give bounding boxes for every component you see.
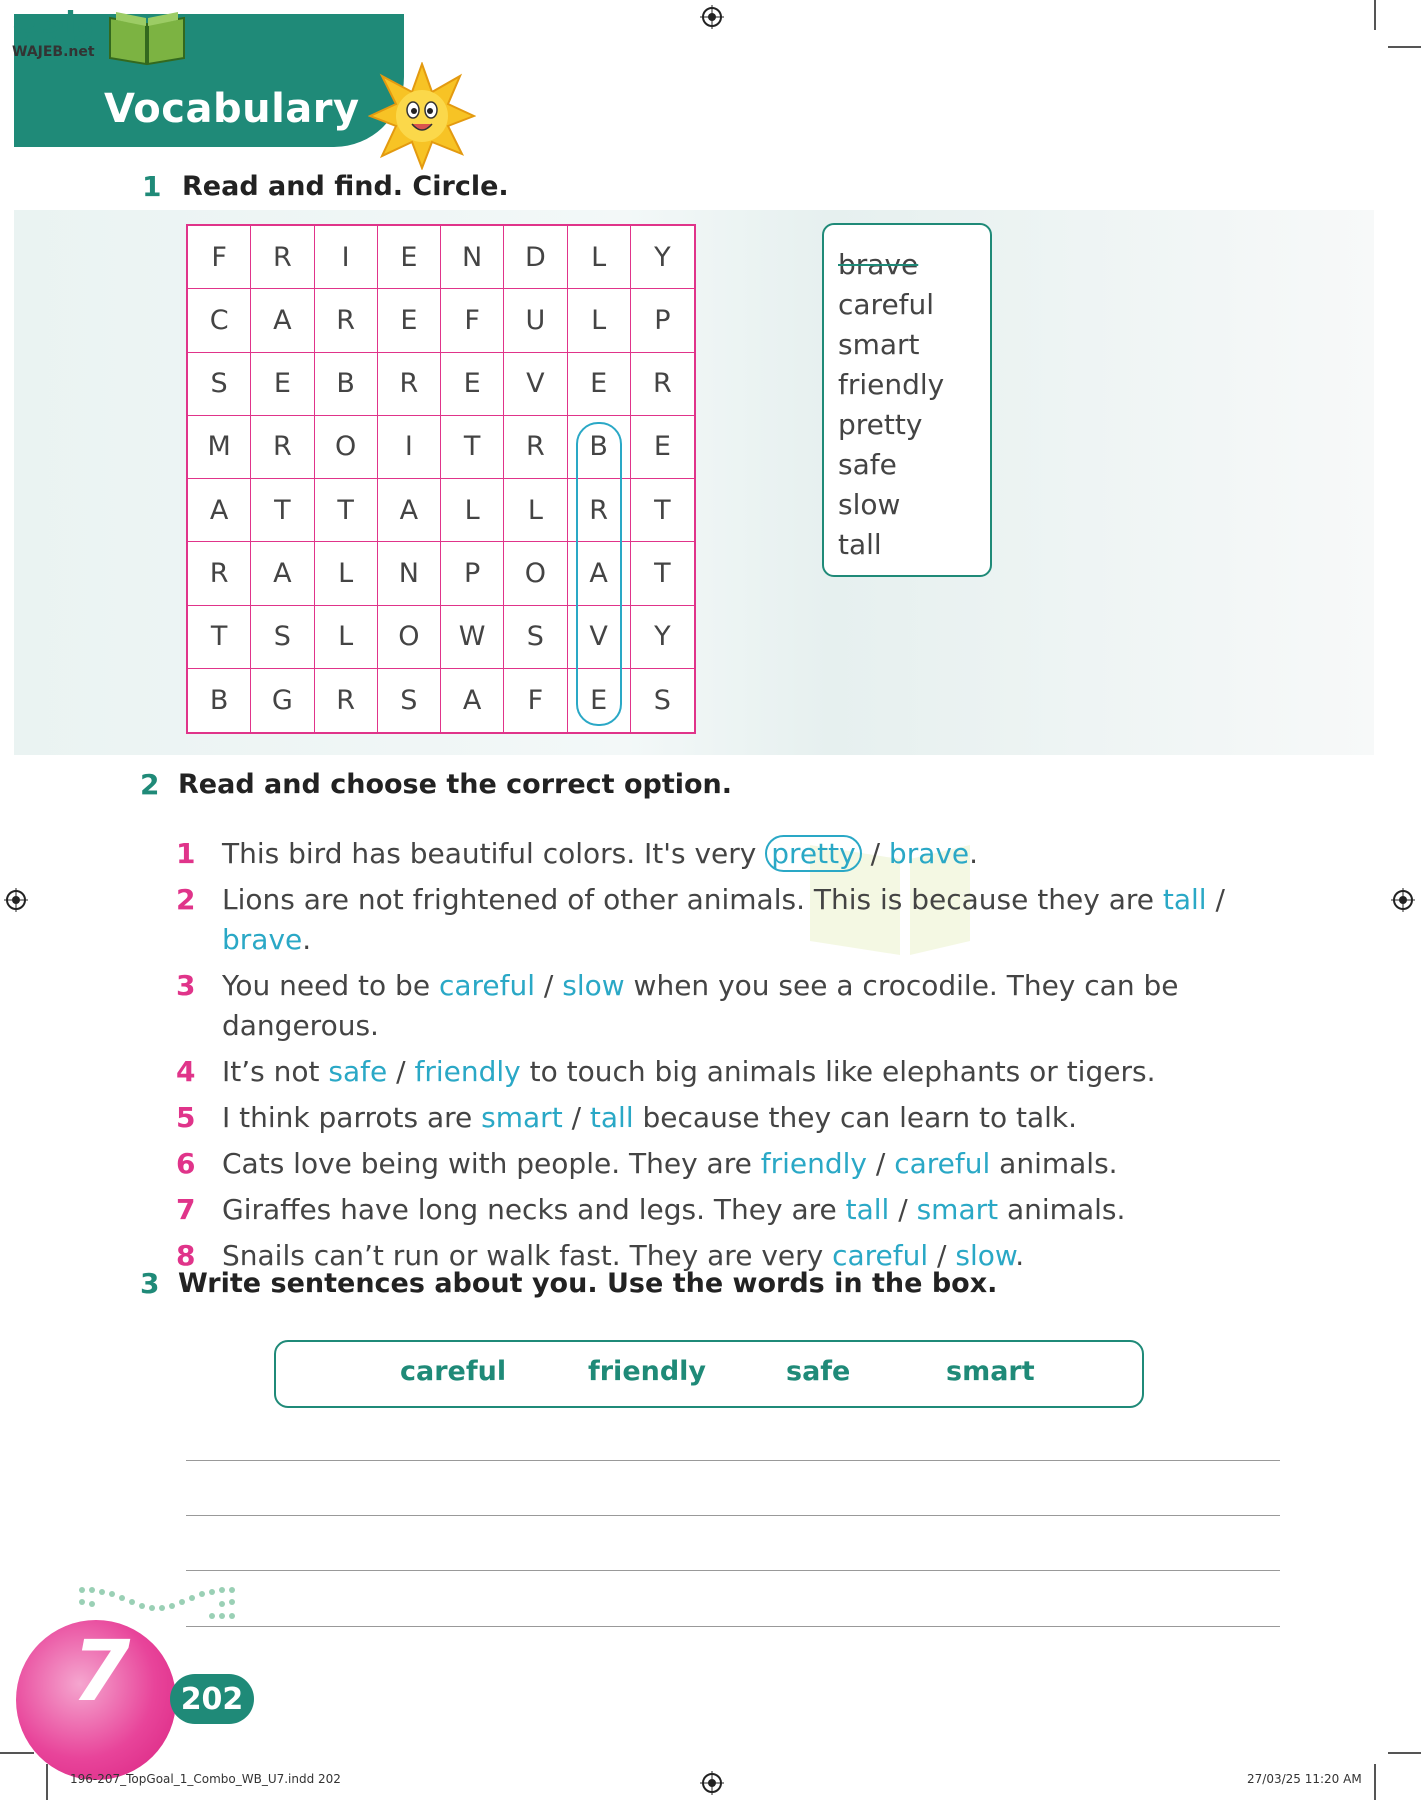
grid-cell[interactable]: T (251, 479, 314, 542)
grid-cell[interactable]: O (504, 542, 567, 605)
grid-cell[interactable]: R (631, 353, 694, 416)
grid-cell[interactable]: M (188, 416, 251, 479)
grid-cell[interactable]: V (568, 606, 631, 669)
grid-cell[interactable]: T (188, 606, 251, 669)
crop-mark (1388, 46, 1421, 48)
question-text (222, 1098, 1316, 1138)
grid-cell[interactable]: A (188, 479, 251, 542)
word-list-box (822, 223, 992, 577)
grid-cell[interactable]: V (504, 353, 567, 416)
word-list-item: tall (838, 528, 882, 561)
grid-cell[interactable]: G (251, 669, 314, 732)
option-separator: / (861, 837, 889, 870)
grid-cell[interactable]: E (441, 353, 504, 416)
grid-cell[interactable]: L (315, 606, 378, 669)
word-list-item: careful (838, 288, 935, 321)
question-number: 8 (176, 1239, 196, 1272)
question-text-after: when you see a crocodile. They can be dangerous. (222, 969, 1179, 1042)
grid-cell[interactable]: R (251, 416, 314, 479)
question-item (176, 834, 1316, 874)
page-number: 202 (170, 1674, 254, 1724)
grid-cell[interactable]: S (504, 606, 567, 669)
question-item (176, 1052, 1316, 1092)
grid-cell[interactable]: F (441, 289, 504, 352)
option-1[interactable]: careful (438, 969, 536, 1002)
question-text-after: because they can learn to talk. (633, 1101, 1078, 1134)
grid-cell[interactable]: L (504, 479, 567, 542)
site-logo-sub: WAJEB.net (12, 44, 95, 60)
question-text (222, 880, 1316, 960)
grid-cell[interactable]: B (315, 353, 378, 416)
question-number: 7 (176, 1193, 196, 1226)
registration-mark-icon (700, 5, 724, 29)
writing-line[interactable] (186, 1515, 1280, 1516)
grid-cell[interactable]: T (315, 479, 378, 542)
question-number: 5 (176, 1101, 196, 1134)
grid-cell[interactable]: N (441, 226, 504, 289)
crop-mark (46, 1764, 48, 1800)
exercise-3-number: 3 (140, 1267, 160, 1300)
grid-cell[interactable]: L (315, 542, 378, 605)
grid-cell[interactable]: E (378, 289, 441, 352)
exercise-1-number: 1 (142, 170, 162, 203)
option-separator: / (889, 1193, 917, 1226)
question-text-before: Lions are not frightened of other animals. This is because they are (222, 883, 1163, 916)
grid-cell[interactable]: W (441, 606, 504, 669)
grid-cell[interactable]: E (378, 226, 441, 289)
question-item (176, 1098, 1316, 1138)
word-list-item: safe (838, 448, 897, 481)
registration-mark-icon (700, 1771, 724, 1795)
print-date: 27/03/25 11:20 AM (1247, 1772, 1362, 1786)
grid-cell[interactable]: P (441, 542, 504, 605)
grid-cell[interactable]: F (504, 669, 567, 732)
exercise-3-instruction: Write sentences about you. Use the words in the box. (178, 1268, 998, 1299)
word-list-item: slow (838, 488, 901, 521)
grid-cell[interactable]: R (504, 416, 567, 479)
question-text-before: Snails can’t run or walk fast. They are very (222, 1239, 833, 1272)
word-box-item: careful (400, 1356, 507, 1387)
grid-cell[interactable]: S (188, 353, 251, 416)
question-text-after: . (1015, 1239, 1025, 1272)
option-2[interactable]: friendly (414, 1055, 521, 1088)
grid-cell[interactable]: N (378, 542, 441, 605)
registration-mark-icon (1391, 888, 1415, 912)
question-text-after: animals. (998, 1193, 1126, 1226)
crop-mark (0, 1752, 34, 1754)
option-1[interactable]: tall (845, 1193, 890, 1226)
question-text-before: I think parrots are (222, 1101, 482, 1134)
grid-cell[interactable]: T (631, 479, 694, 542)
option-separator: / (928, 1239, 956, 1272)
exercise-2-list (176, 834, 1316, 1282)
option-1[interactable]: safe (328, 1055, 388, 1088)
grid-cell[interactable]: O (378, 606, 441, 669)
writing-line[interactable] (186, 1570, 1280, 1571)
word-list-item: smart (838, 328, 920, 361)
grid-cell[interactable]: P (631, 289, 694, 352)
writing-line[interactable] (186, 1626, 1280, 1627)
grid-cell[interactable]: L (568, 226, 631, 289)
question-text (222, 834, 1316, 874)
option-separator: / (562, 1101, 590, 1134)
grid-cell[interactable]: R (378, 353, 441, 416)
question-number: 1 (176, 837, 196, 870)
grid-cell[interactable]: I (315, 226, 378, 289)
option-2[interactable]: smart (916, 1193, 999, 1226)
option-2[interactable]: slow (562, 969, 625, 1002)
question-text (222, 1190, 1316, 1230)
grid-cell[interactable]: E (568, 353, 631, 416)
grid-cell[interactable]: T (441, 416, 504, 479)
page-title: Vocabulary (104, 86, 360, 132)
grid-cell[interactable]: O (315, 416, 378, 479)
grid-cell[interactable]: B (568, 416, 631, 479)
option-separator: / (535, 969, 563, 1002)
question-item (176, 966, 1316, 1046)
question-text-after: to touch big animals like elephants or tigers. (520, 1055, 1156, 1088)
exercise-2-instruction: Read and choose the correct option. (178, 769, 733, 800)
question-text-after: . (969, 837, 979, 870)
word-list-item: pretty (838, 408, 923, 441)
grid-cell[interactable]: E (251, 353, 314, 416)
crop-mark (1374, 0, 1376, 30)
option-2[interactable]: slow (955, 1239, 1016, 1272)
question-text-after: . (302, 923, 312, 956)
option-1[interactable]: careful (832, 1239, 929, 1272)
option-2[interactable]: careful (894, 1147, 991, 1180)
question-text-before: Cats love being with people. They are (222, 1147, 761, 1180)
unit-number: 7 (72, 1622, 131, 1720)
option-separator: / (1206, 883, 1225, 916)
crop-mark (1388, 1752, 1421, 1754)
question-number: 4 (176, 1055, 196, 1088)
question-text-before: This bird has beautiful colors. It's very (222, 837, 766, 870)
exercise-1-instruction: Read and find. Circle. (182, 171, 509, 202)
grid-cell[interactable]: C (188, 289, 251, 352)
question-number: 3 (176, 969, 196, 1002)
grid-cell[interactable]: E (568, 669, 631, 732)
word-box-item: friendly (588, 1356, 707, 1387)
grid-cell[interactable]: Y (631, 226, 694, 289)
grid-cell[interactable]: A (251, 289, 314, 352)
writing-line[interactable] (186, 1460, 1280, 1461)
grid-cell[interactable]: L (441, 479, 504, 542)
option-2[interactable]: tall (589, 1101, 634, 1134)
question-text (222, 966, 1316, 1046)
site-logo-text: واجب (12, 6, 95, 41)
grid-cell[interactable]: B (188, 669, 251, 732)
grid-cell[interactable]: S (378, 669, 441, 732)
grid-cell[interactable]: I (378, 416, 441, 479)
word-list-item: friendly (838, 368, 945, 401)
grid-cell[interactable]: D (504, 226, 567, 289)
grid-cell[interactable]: U (504, 289, 567, 352)
question-number: 2 (176, 883, 196, 916)
word-box-item: safe (786, 1356, 851, 1387)
grid-cell[interactable]: A (441, 669, 504, 732)
crop-mark (1374, 1764, 1376, 1800)
word-list-item: brave (838, 248, 919, 281)
sun-mascot-icon (368, 62, 476, 170)
word-box (274, 1340, 1144, 1408)
book-logo-icon (106, 6, 188, 66)
question-text-before: It’s not (222, 1055, 329, 1088)
grid-cell[interactable]: A (251, 542, 314, 605)
option-1[interactable]: pretty (765, 835, 861, 872)
file-name: 196-207_TopGoal_1_Combo_WB_U7.indd 202 (70, 1772, 341, 1786)
question-text (222, 1144, 1316, 1184)
grid-cell[interactable]: A (568, 542, 631, 605)
grid-cell[interactable]: R (251, 226, 314, 289)
question-text-after: animals. (990, 1147, 1118, 1180)
question-item (176, 1144, 1316, 1184)
option-1[interactable]: smart (481, 1101, 563, 1134)
grid-cell[interactable]: R (188, 542, 251, 605)
grid-cell[interactable]: R (315, 289, 378, 352)
question-item (176, 880, 1316, 960)
grid-cell[interactable]: S (251, 606, 314, 669)
option-separator: / (866, 1147, 895, 1180)
grid-cell[interactable]: R (568, 479, 631, 542)
question-item (176, 1190, 1316, 1230)
grid-cell[interactable]: F (188, 226, 251, 289)
registration-mark-icon (4, 888, 28, 912)
grid-cell[interactable]: R (315, 669, 378, 732)
question-number: 6 (176, 1147, 196, 1180)
grid-cell[interactable]: S (653, 684, 671, 716)
exercise-2-number: 2 (140, 768, 160, 801)
question-text (222, 1052, 1316, 1092)
grid-cell[interactable]: E (631, 416, 694, 479)
option-2[interactable]: brave (222, 923, 303, 956)
option-separator: / (387, 1055, 415, 1088)
word-box-item: smart (946, 1356, 1035, 1387)
grid-cell[interactable]: L (568, 289, 631, 352)
option-1[interactable]: friendly (760, 1147, 867, 1180)
word-circle-brave (576, 422, 622, 726)
option-2[interactable]: brave (888, 837, 970, 870)
question-text-before: You need to be (222, 969, 439, 1002)
question-text-before: Giraffes have long necks and legs. They are (222, 1193, 846, 1226)
grid-cell[interactable]: A (378, 479, 441, 542)
grid-cell[interactable]: T (631, 542, 694, 605)
option-1[interactable]: tall (1162, 883, 1207, 916)
grid-cell[interactable]: Y (631, 606, 694, 669)
